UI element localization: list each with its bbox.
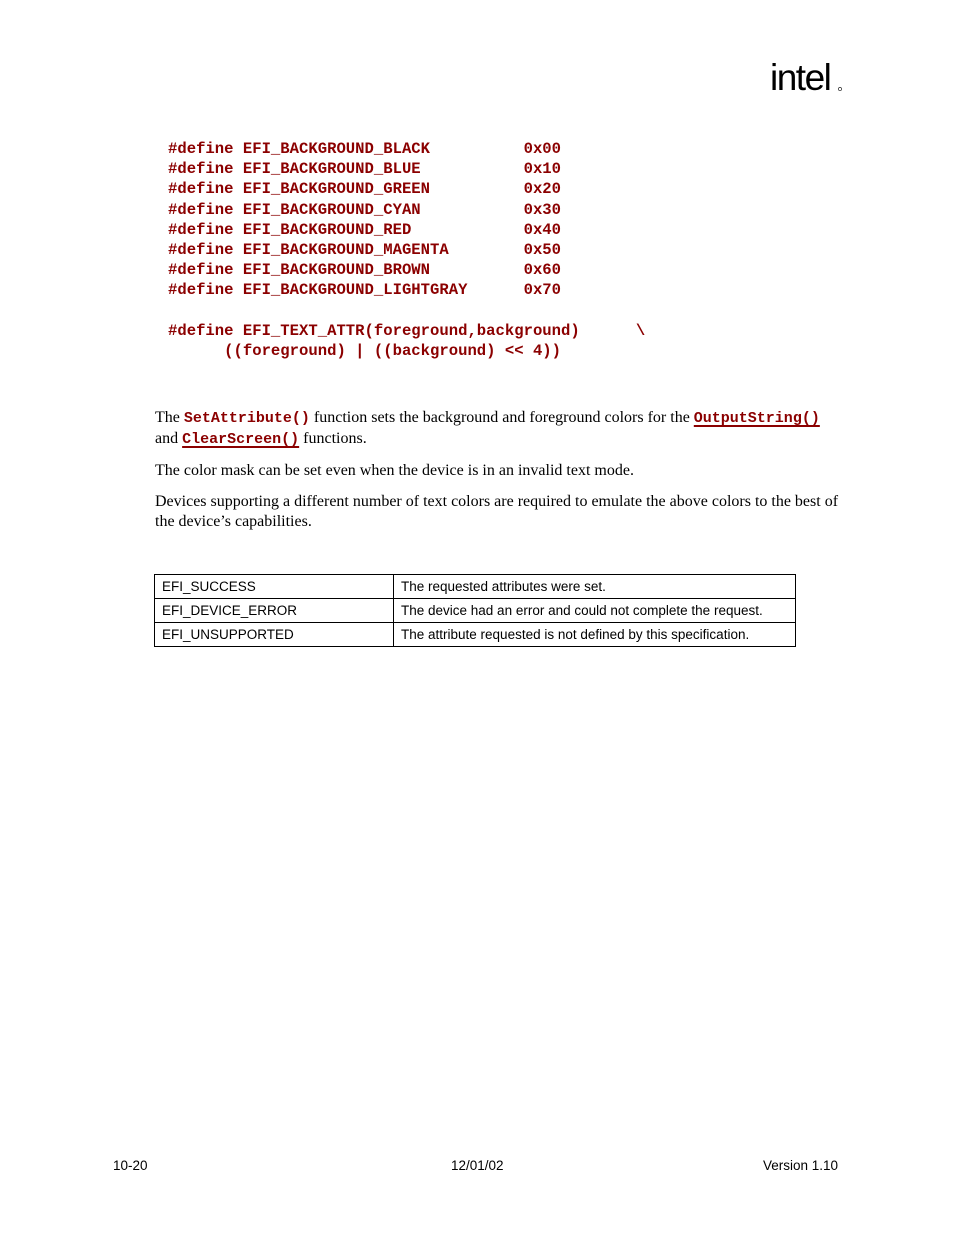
code-line-blue: #define EFI_BACKGROUND_BLUE 0x10 (168, 160, 562, 179)
code-line-magenta: #define EFI_BACKGROUND_MAGENTA 0x50 (168, 240, 562, 259)
code-line-brown: #define EFI_BACKGROUND_BROWN 0x60 (168, 261, 562, 280)
code-block (168, 139, 645, 361)
registered-mark-icon (838, 87, 841, 90)
status-code-cell: EFI_DEVICE_ERROR (155, 599, 394, 623)
status-codes-table (154, 574, 796, 647)
table-row (155, 599, 796, 623)
code-line-black: #define EFI_BACKGROUND_BLACK 0x00 (168, 140, 562, 158)
status-description-cell: The device had an error and could not complete the request. (394, 599, 796, 623)
footer-page-number: 10-20 (113, 1158, 148, 1173)
code-line-cyan: #define EFI_BACKGROUND_CYAN 0x30 (168, 200, 562, 219)
description-paragraph-3: Devices supporting a different number of text colors are required to emulate the above colors to the best of the device’s capabilities. (155, 493, 839, 530)
footer-date: 12/01/02 (451, 1158, 504, 1173)
outputstring-link[interactable]: OutputString() (693, 410, 820, 427)
code-line-lightgray: #define EFI_BACKGROUND_LIGHTGRAY 0x70 (168, 281, 562, 300)
clearscreen-link[interactable]: ClearScreen() (182, 431, 300, 448)
code-gap (168, 301, 645, 321)
intel-logo-wordmark: intel (770, 57, 831, 98)
p1-text-and: and (155, 430, 183, 447)
code-line-macro: #define EFI_TEXT_ATTR(foreground,background) \ (168, 321, 646, 340)
status-code-cell: EFI_UNSUPPORTED (155, 623, 394, 647)
p1-text-end: functions. (299, 430, 367, 447)
p1-text-the: The (155, 409, 184, 426)
status-code-cell: EFI_SUCCESS (155, 575, 394, 599)
status-description-cell: The requested attributes were set. (394, 575, 796, 599)
status-description-cell: The attribute requested is not defined by this specification. (394, 623, 796, 647)
description-paragraph-1 (155, 408, 845, 450)
code-line-red: #define EFI_BACKGROUND_RED 0x40 (168, 220, 562, 239)
table-row (155, 575, 796, 599)
p1-text-mid: function sets the background and foreground colors for the (309, 409, 694, 426)
footer-version: Version 1.10 (763, 1158, 839, 1173)
description-paragraph-2: The color mask can be set even when the device is in an invalid text mode. (155, 462, 634, 479)
code-line-green: #define EFI_BACKGROUND_GREEN 0x20 (168, 180, 562, 199)
table-row (155, 623, 796, 647)
code-line-macro-body: ((foreground) | ((background) << 4)) (168, 341, 562, 360)
setattribute-function: SetAttribute() (183, 410, 310, 427)
intel-logo (770, 56, 846, 104)
